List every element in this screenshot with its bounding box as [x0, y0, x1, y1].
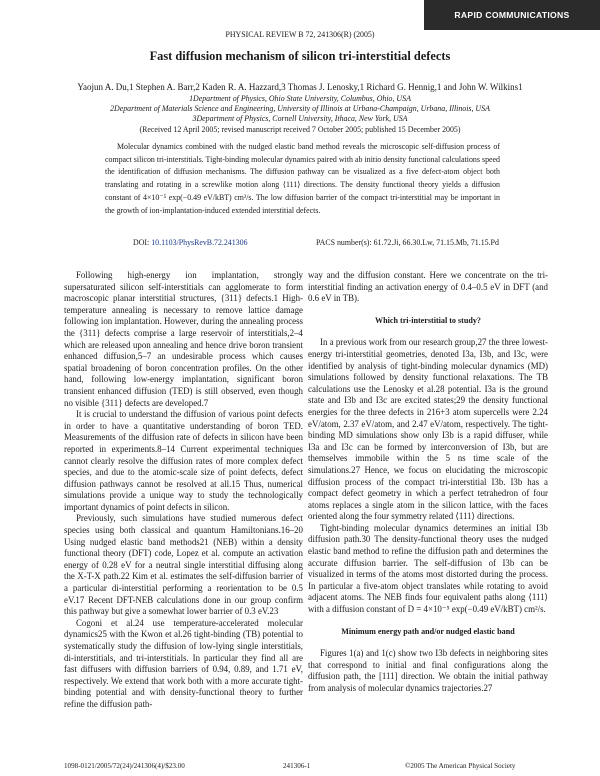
- left-column: [64, 270, 303, 711]
- doi-label: DOI:: [133, 238, 150, 247]
- footer-copyright: ©2005 The American Physical Society: [405, 762, 516, 770]
- affiliation-1: 1Department of Physics, Ohio State University, Columbus, Ohio, USA: [189, 94, 411, 103]
- paper-title: Fast diffusion mechanism of silicon tri-interstitial defects: [149, 49, 451, 63]
- body-paragraph: Previously, such simulations have studied numerous defect species using both classical and quantum Hamiltonians.16–20 Using nudged elastic band methods21 (NEB) within a density functional theory (DFT) code, Lopez et al. compute an activation energy of 0.28 eV for a neutral single interstitial diffusing along the X-T-X path.22 Kim et al. estimates the self-diffusion barrier of a particular di-interstitial performing a reorientation to be 0.5 eV.17 Recent DFT-NEB calculations done in our group confirm this pathway but give a somewhat lower barrier of 0.3 eV.23: [64, 513, 303, 617]
- body-paragraph: It is crucial to understand the diffusion of various point defects in order to have a quantitative understanding of boron TED. Measurements of the diffusion rate of defects in silicon have been reported in experiments.8–14 Current experimental techniques cannot clearly resolve the diffusion rates of more complex defect species, and due to the atomic-scale size of point defects, defect diffusion pathways cannot be resolved at all.15 Thus, numerical simulations provide a unique way to study the technologically important dynamics of point defects in silicon.: [64, 409, 303, 512]
- abstract: Molecular dynamics combined with the nudged elastic band method reveals the microscopic self-diffusion process of compact silicon tri-interstitials. Tight-binding molecular dynamics paired with ab initio density functional calculations speed the identification of diffusion mechanisms. The diffusion pathway can be visualized as a five defect-atom object both translating and rotating in a screwlike motion along ⟨111⟩ directions. The density functional theory yields a diffusion constant of 4×10⁻⁵ exp(−0.49 eV/kBT) cm²/s. The low diffusion barrier of the compact tri-interstitial may be important in the growth of ion-implantation-induced extended interstitial defects.: [105, 142, 500, 215]
- footer-page-number: 241306-1: [283, 762, 311, 770]
- footer-issn: 1098-0121/2005/72(24)/241306(4)/$23.00: [64, 762, 185, 770]
- journal-citation: PHYSICAL REVIEW B 72, 241306(R) (2005): [225, 30, 375, 39]
- body-paragraph: In a previous work from our research group,27 the three lowest-energy tri-interstitial geometries, denoted I3a, I3b, and I3c, were identified by analysis of tight-binding molecular dynamics (MD) simulations followed by density functional relaxations. The TB calculations use the Lenosky et al.28 potential. I3a is the ground state and I3b and I3c are excited states;29 the density functional energies for the three defects in 216+3 atom supercells were 2.24 eV/atom, 2.37 eV/atom, and 2.47 eV/atom, respectively. The tight-binding MD simulations show only I3b is a rapid diffuser, while I3a and I3c can be formed by interconversion of I3b, but are themselves immobile within the 5 ns time scale of the simulations.27 Hence, we focus on elucidating the microscopic diffusion process of the compact tri-interstitial I3b. I3b has a compact defect geometry in which a perfect tetrahedron of four atoms replaces a single atom in the silicon lattice, with the faces oriented along the four symmetry related ⟨111⟩ directions.: [308, 337, 548, 522]
- body-paragraph: way and the diffusion constant. Here we concentrate on the tri-interstitial finding an activation energy of 0.4–0.5 eV in DFT (and 0.6 eV in TB).: [308, 270, 548, 304]
- received-dates: (Received 12 April 2005; revised manuscript received 7 October 2005; published 15 December 2005): [139, 125, 461, 134]
- pacs-numbers: PACS number(s): 61.72.Ji, 66.30.Lw, 71.15.Mb, 71.15.Pd: [316, 238, 499, 247]
- affiliation-2: 2Department of Materials Science and Engineering, University of Illinois at Urbana-Champaign, Urbana, Illinois, USA: [110, 104, 490, 113]
- affiliation-3: 3Department of Physics, Cornell University, Ithaca, New York, USA: [192, 114, 408, 123]
- section-heading: Minimum energy path and/or nudged elastic band: [341, 626, 515, 636]
- body-paragraph: Tight-binding molecular dynamics determines an initial I3b diffusion path.30 The density-functional theory uses the nudged elastic band method to refine the diffusion path and determines the accurate diffusion barrier. The self-diffusion of I3b can be visualized in terms of the atoms most distorted during the process. In particular a five-atom object translates while rotating to avoid adjacent atoms. The NEB finds four equivalent paths along ⟨111⟩ with a diffusion constant of D = 4×10⁻⁵ exp(−0.49 eV/kBT) cm²/s.: [308, 522, 548, 615]
- section-heading: Which tri-interstitial to study?: [375, 315, 481, 325]
- right-column: [308, 270, 548, 695]
- rapid-communications-banner: RAPID COMMUNICATIONS: [424, 0, 600, 30]
- doi-line: [133, 238, 248, 247]
- body-paragraph: Following high-energy ion implantation, strongly supersaturated silicon self-interstitials can agglomerate to form macroscopic planar interstitial structures, {311} defects.1 High-temperature annealing is necessary to remove lattice damage following ion implantation. However, during the annealing process the {311} defects comprise a large reservoir of interstitials,2–4 which are released upon annealing and hence drive boron transient enhanced diffusion,5–7 an undesirable process which causes spatial broadening of boron concentration profiles. On the other hand, following low-energy implantation, significant boron transient enhanced diffusion (TED) is still observed, even though no visible {311} defects are developed.7: [64, 270, 303, 408]
- body-paragraph: Figures 1(a) and 1(c) show two I3b defects in neighboring sites that correspond to initial and final configurations along the diffusion path, the [111] direction. We obtain the initial pathway from analysis of molecular dynamics trajectories.27: [308, 648, 548, 693]
- body-paragraph: Cogoni et al.24 use temperature-accelerated molecular dynamics25 with the Kwon et al.26 tight-binding (TB) potential to systematically study the diffusion of low-lying single interstitials, di-interstitials, and tri-interstitials. In particular they find all are fast diffusers with diffusion barriers of 0.94, 0.89, and 1.71 eV, respectively. We extend that work both with a more accurate tight-binding potential and with density-functional theory to further refine the diffusion path-: [64, 617, 303, 709]
- doi-link[interactable]: 10.1103/PhysRevB.72.241306: [151, 238, 248, 247]
- author-list: Yaojun A. Du,1 Stephen A. Barr,2 Kaden R. A. Hazzard,3 Thomas J. Lenosky,1 Richard G. Hennig,1 and John W. Wilkins1: [77, 82, 523, 92]
